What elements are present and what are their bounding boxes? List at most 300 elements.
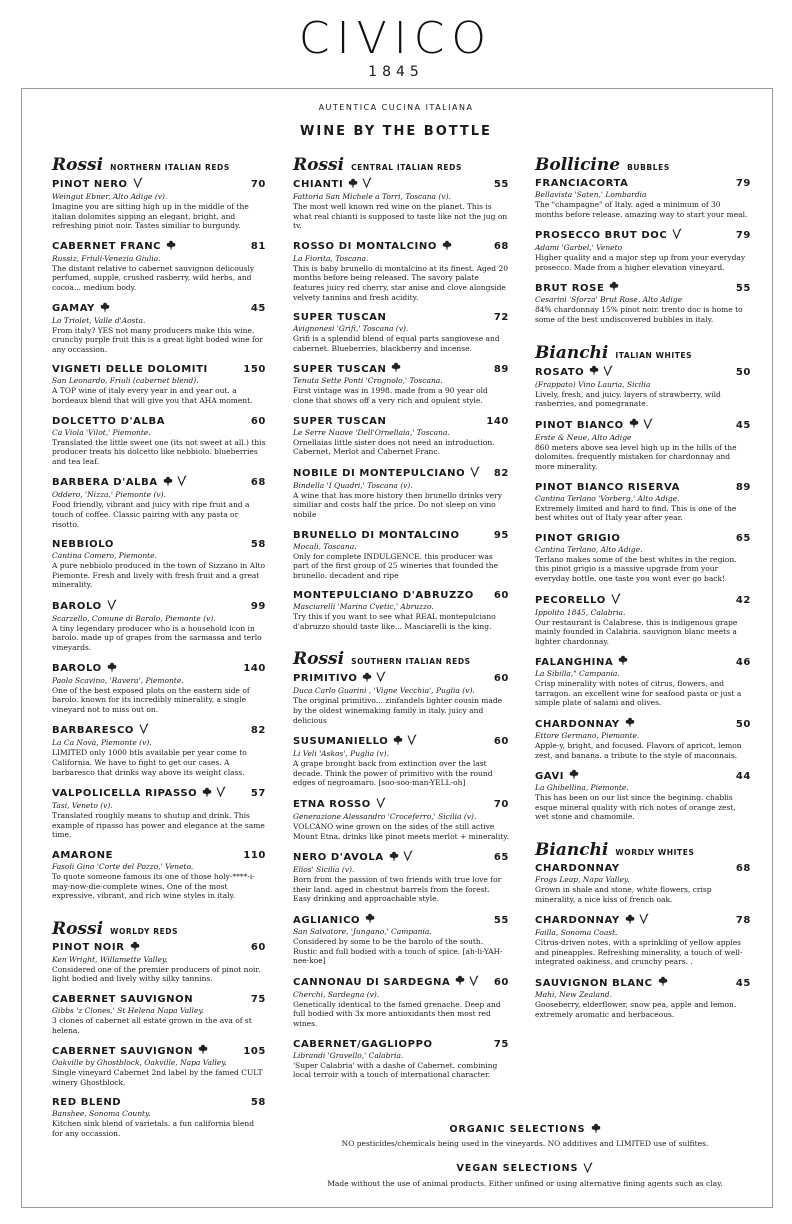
wine-name: ETNA ROSSO <box>293 799 371 811</box>
section-heading <box>52 155 266 177</box>
vegan-legend <box>290 1156 760 1188</box>
wine-price: 55 <box>493 914 509 926</box>
wine-item <box>293 240 509 302</box>
vegan-icon <box>177 475 191 490</box>
wine-item <box>52 993 266 1035</box>
wine-badges <box>107 662 121 676</box>
vegan-legend-text: Made without the use of animal products. Either unfined or using alternative fining agents such as clay. <box>327 1178 723 1188</box>
wine-price: 42 <box>735 594 751 606</box>
wine-price: 82 <box>250 725 266 737</box>
wine-price: 82 <box>493 467 509 479</box>
wine-name: PINOT NERO <box>52 179 128 190</box>
wine-producer: Generazione Alessandro 'Croceferro,' Sicilia (v). <box>293 812 477 822</box>
wine-price: 150 <box>243 364 266 376</box>
wine-name: CHARDONNAY <box>535 915 620 927</box>
wine-badges <box>611 593 625 608</box>
wine-name: DOLCETTO D'ALBA <box>52 415 166 427</box>
wine-producer: Ken Wright, Willamette Valley. <box>52 954 168 964</box>
wine-item <box>52 177 266 231</box>
section-subtitle: CENTRAL ITALIAN REDS <box>351 163 462 172</box>
organic-icon <box>107 662 121 676</box>
wine-item <box>52 363 266 405</box>
wine-producer: Banshee, Sonoma County. <box>52 1109 151 1119</box>
wine-item <box>293 177 509 231</box>
organic-icon <box>202 787 216 801</box>
wine-name: GAVI <box>535 770 565 782</box>
wine-badges <box>470 466 484 481</box>
organic-legend-text: NO pesticides/chemicals being used in the vineyards. NO additives and LIMITED use of sulfites. <box>341 1139 709 1148</box>
vegan-icon <box>139 723 153 738</box>
wine-producer: Ippolito 1845, Calabria. <box>535 607 626 617</box>
wine-section <box>52 919 266 1139</box>
wine-price: 89 <box>493 363 509 375</box>
wine-producer: San Salvatore, 'Jungano,' Campania. <box>293 927 432 936</box>
wine-item <box>52 723 266 777</box>
wine-item <box>293 671 509 725</box>
wine-name: BRUNELLO DI MONTALCINO <box>293 529 460 541</box>
wine-badges <box>391 362 405 376</box>
wine-item <box>535 593 751 647</box>
wine-description: Apple-y, bright, and focused. Flavors of apricot, lemon zest, and banana. a tribute to the style of maconnais. <box>535 741 742 760</box>
wine-description: Terlano makes some of the best whites in the region. this pinot grigio is a massive upgrade from your everyday bottle. one taste you wont ever go back! <box>535 554 737 583</box>
wine-price: 65 <box>735 532 751 544</box>
wine-price: 72 <box>493 312 509 324</box>
wine-name: AMARONE <box>52 850 114 861</box>
wine-section <box>52 155 266 901</box>
wine-producer: Li Veli 'Askos', Puglia (v). <box>293 749 389 759</box>
organic-icon <box>609 281 623 295</box>
section-subtitle: ITALIAN WHITES <box>615 350 693 360</box>
wine-producer: Oakville by Ghostblock, Oakville, Napa Valley. <box>52 1058 227 1068</box>
vegan-icon <box>133 177 147 192</box>
wine-item <box>535 177 751 219</box>
wine-producer: Cantina Comero, Piemonte. <box>52 551 157 561</box>
wine-price: 60 <box>250 942 266 954</box>
wine-description: Extremely limited and hard to find. This is one of the best whites out of Italy year after year. <box>535 503 737 523</box>
wine-item <box>293 415 509 457</box>
wine-producer: Russiz, Friuli-Venezia Giulia. <box>52 253 161 263</box>
wine-item <box>535 769 751 822</box>
wine-name: GAMAY <box>52 303 95 315</box>
wine-name: SUPER TUSCAN <box>293 415 387 427</box>
wine-badges <box>202 786 230 801</box>
wine-producer: Gibbs 'z Clones,' St Helena Napa Valley. <box>52 1005 205 1015</box>
wine-badges <box>625 913 653 928</box>
wine-item <box>52 415 266 467</box>
wine-name: CHARDONNAY <box>535 863 620 875</box>
wine-description: Grifi is a splendid blend of equal parts sangiovese and cabernet. Blueberries, blackberry and incense. <box>293 334 500 353</box>
wine-name: SUPER TUSCAN <box>293 363 387 375</box>
vegan-legend-title: VEGAN SELECTIONS <box>456 1163 579 1174</box>
organic-icon <box>163 476 177 490</box>
wine-producer: Elios' Sicilia (v). <box>293 865 355 875</box>
wine-price: 99 <box>250 600 266 612</box>
wine-item <box>293 850 509 904</box>
wine-producer: Paolo Scavino, 'Ravera', Piemonte. <box>52 675 184 685</box>
organic-icon <box>348 178 362 192</box>
wine-price: 46 <box>735 656 751 668</box>
section-script-title: Bollicine <box>535 155 621 175</box>
wine-description: A tiny legendary producer who is a household icon in barolo. made up of grapes from the sarmassa and terlo vineyards. <box>52 623 262 653</box>
section-subtitle: SOUTHERN ITALIAN REDS <box>351 657 471 667</box>
wine-price: 65 <box>493 852 509 864</box>
wine-description: LIMITED only 1000 btls available per year come to California. We have to fight to get our cases. A barbaresco that drinks way above its weight class. <box>52 748 247 777</box>
wine-item <box>535 655 751 708</box>
wine-badges <box>376 797 390 812</box>
wine-description: VOLCANO wine grown on the sides of the still active Mount Etna. drinks like pinot meets merlot + minerality. <box>293 822 509 841</box>
section-heading <box>52 919 266 941</box>
wine-price: 89 <box>735 481 751 493</box>
wine-description: This has been on our list since the begining. chablis esque mineral quality with rich notes of orange zest, wet stone and chamomile. <box>535 793 736 822</box>
wine-name: PRIMITIVO <box>293 673 358 685</box>
wine-item <box>293 362 509 405</box>
wine-section <box>293 155 509 631</box>
wine-name: CABERNET SAUVIGNON <box>52 993 194 1005</box>
wine-item <box>52 538 266 590</box>
wine-producer: Cantina Terlano 'Vorberg,' Alto Adige. <box>535 493 680 503</box>
wine-producer: Mahi, New Zealand. <box>535 990 612 999</box>
menu-column-left <box>52 155 266 1153</box>
wine-price: 140 <box>243 663 266 675</box>
vegan-icon <box>362 177 376 192</box>
wine-name: BARBERA D'ALBA <box>52 477 158 489</box>
wine-name: CHIANTI <box>293 179 344 190</box>
wine-name: ROSSO DI MONTALCINO <box>293 241 437 253</box>
wine-item <box>52 662 266 715</box>
wine-name: SAUVIGNON BLANC <box>535 977 653 989</box>
wine-item <box>52 240 266 293</box>
wine-name: BARBARESCO <box>52 725 134 737</box>
vegan-icon <box>578 1162 593 1176</box>
section-subtitle: WORDLY WHITES <box>615 848 695 858</box>
section-script-title: Rossi <box>52 918 104 939</box>
section-heading <box>535 155 751 177</box>
organic-icon <box>589 365 603 379</box>
wine-producer: Fattoria San Michele a Torri, Toscana (v). <box>293 192 451 201</box>
wine-name: CABERNET FRANC <box>52 241 162 253</box>
wine-name: PINOT GRIGIO <box>535 532 621 544</box>
wine-description: The "champagne" of Italy. aged a minimum of 30 months before release. amazing way to start your meal. <box>535 200 748 219</box>
wine-description: Only for complete INDULGENCE. this producer was part of the first group of 25 wineries that founded the brunello. decadent and ripe <box>293 551 499 580</box>
organic-legend-title: ORGANIC SELECTIONS <box>449 1124 586 1135</box>
wine-description: Considered by some to be the barolo of the south. Rustic and full bodied with a touch of spice. [ah-li-YAH-nee-koe] <box>293 937 503 966</box>
vegan-icon <box>376 671 390 686</box>
wine-producer: Cesarini 'Sforza' Brut Rose, Alto Adige <box>535 295 683 305</box>
wine-price: 105 <box>243 1045 266 1057</box>
wine-producer: Ca Viola 'Vilot,' Piemonte. <box>52 427 151 437</box>
wine-description: From italy? YES not many producers make this wine. crunchy purple fruit this is a great light boded wine for any occassion. <box>52 325 263 354</box>
vegan-icon <box>216 786 230 801</box>
wine-description: Food friendly, vibrant and juicy with ripe fruit and a touch of coffee. Classic pairing with any pasta or risotto. <box>52 500 250 529</box>
wine-description: Translated roughly means to shutup and drink. This example of ripasso has power and elegance at the same time. <box>52 811 265 840</box>
wine-producer: (Frappato) Vino Lauria, Sicilia <box>535 379 651 389</box>
wine-name: ROSATO <box>535 366 585 378</box>
organic-icon <box>389 851 403 865</box>
wine-item <box>52 1096 266 1138</box>
wine-description: 860 meters above sea level high up in the hills of the dolomites. frequently mistaken for chardonnay and more minerality. <box>535 442 737 471</box>
wine-producer: Duca Carlo Guarini , 'Vigne Vecchia', Puglia (v). <box>293 686 475 696</box>
wine-item <box>293 734 509 788</box>
wine-name: SUPER TUSCAN <box>293 312 387 324</box>
wine-badges <box>658 976 672 990</box>
wine-description: The original primitivo... zinfandels lighter cousin made by the oldest winemaking family in italy. juicy and delicious <box>293 696 503 725</box>
wine-item <box>52 849 266 901</box>
wine-description: Crisp minerality with notes of citrus, flowers, and tarragon. an excellent wine for seafood pasta or just a simple plate of salami and olives. <box>535 679 742 708</box>
wine-price: 45 <box>735 419 751 431</box>
wine-price: 50 <box>735 718 751 730</box>
wine-badges <box>133 177 147 192</box>
wine-producer: Failla, Sonoma Coast. <box>535 928 618 938</box>
vegan-icon <box>376 797 390 812</box>
wine-name: PINOT BIANCO RISERVA <box>535 481 680 493</box>
wine-description: 'Super Calabria' with a dashe of Cabernet. combining local terroir with a touch of international character. <box>293 1060 498 1080</box>
wine-price: 60 <box>493 736 509 748</box>
section-script-title: Rossi <box>293 155 345 175</box>
wine-description: Higher quality and a major step up from your everyday prosecco. Made from a higher elevation vineyard. <box>535 253 746 272</box>
wine-badges <box>389 850 417 865</box>
wine-price: 75 <box>250 993 266 1005</box>
wine-producer: Lo Triolet, Valle d'Aosta. <box>52 315 146 325</box>
wine-badges <box>107 599 121 614</box>
wine-item <box>535 717 751 760</box>
wine-producer: La Fiorita, Toscana. <box>293 253 369 263</box>
wine-item <box>52 302 266 355</box>
wine-price: 45 <box>735 977 751 989</box>
vegan-icon <box>470 466 484 481</box>
wine-description: First vintage was in 1998. made from a 90 year old clone that shows off a very rich and opulent style. <box>293 386 488 405</box>
wine-name: PINOT BIANCO <box>535 419 624 431</box>
wine-price: 44 <box>735 770 751 782</box>
wine-description: Considered one of the premier producers of pinot noir. light bodied and lively withy silky tannins. <box>52 964 261 984</box>
wine-name: PROSECCO BRUT DOC <box>535 230 668 242</box>
wine-price: 50 <box>735 366 751 378</box>
wine-name: CANNONAU DI SARDEGNA <box>293 976 451 988</box>
section-subtitle: WORLDY REDS <box>110 926 179 936</box>
page-title: WINE BY THE BOTTLE <box>300 124 492 139</box>
wine-producer: La Ca Novà, Piemonte (v). <box>52 738 152 748</box>
organic-icon <box>130 941 144 955</box>
wine-producer: Adami 'Garbel,' Veneto <box>535 243 623 253</box>
organic-legend <box>290 1117 760 1148</box>
wine-price: 55 <box>493 179 509 190</box>
wine-producer: La Ghibellina, Piemonte. <box>535 783 629 793</box>
wine-price: 79 <box>735 178 751 189</box>
wine-price: 60 <box>493 976 509 988</box>
wine-producer: Oddero, 'Nizza,' Piemonte (v). <box>52 490 166 500</box>
wine-badges <box>442 240 456 254</box>
menu-column-right <box>535 155 751 1033</box>
wine-badges <box>100 302 114 316</box>
wine-price: 55 <box>735 282 751 294</box>
wine-badges <box>362 671 390 686</box>
vegan-icon <box>407 734 421 749</box>
wine-name: CABERNET SAUVIGNON <box>52 1045 194 1057</box>
wine-item <box>52 1044 266 1087</box>
wine-description: The most well known red wine on the planet. This is what real chianti is supposed to taste like not the jug on tv. <box>293 202 508 231</box>
section-heading <box>535 840 751 862</box>
wine-description: Our restaurant is Calabrese. this is indigenous grape mainly founded in Calabria. sauvignon blanc meets a lighter chardonnay. <box>535 617 738 646</box>
organic-icon <box>198 1044 212 1058</box>
wine-name: RED BLEND <box>52 1097 122 1109</box>
wine-description: To quote someone famous its one of those holy-****-i-may-now-die-complete wines. One of the most expressive, vibrant, and rich wine styles in italy. <box>52 872 255 901</box>
wine-name: BRUT ROSE <box>535 282 605 294</box>
wine-price: 58 <box>250 1097 266 1109</box>
wine-producer: Ettore Germano, Piemonte. <box>535 731 640 741</box>
wine-name: MONTEPULCIANO D'ABRUZZO <box>293 590 474 602</box>
section-script-title: Bianchi <box>535 342 609 363</box>
wine-description: Genetically identical to the famed grenache. Deep and full bodied with 3x more antioxidants then most red wines. <box>293 999 501 1028</box>
wine-producer: Avignonesi 'Grifi,' Toscana (v). <box>293 324 409 334</box>
wine-badges <box>348 177 376 192</box>
wine-price: 60 <box>250 415 266 427</box>
menu-column-middle <box>293 155 509 1094</box>
section-heading <box>535 343 751 365</box>
section-script-title: Rossi <box>293 649 345 670</box>
wine-price: 57 <box>250 788 266 800</box>
wine-price: 81 <box>250 241 266 253</box>
wine-producer: Scarzello, Comune di Barolo, Piemonte (v). <box>52 613 216 623</box>
wine-section <box>293 649 509 1079</box>
wine-section <box>535 840 751 1019</box>
tagline: AUTENTICA CUCINA ITALIANA <box>313 103 480 112</box>
wine-price: 60 <box>493 673 509 685</box>
vegan-icon <box>639 913 653 928</box>
wine-price: 70 <box>250 179 266 190</box>
wine-producer: Tasi, Veneto (v). <box>52 801 113 811</box>
wine-producer: Frogs Leap, Napa Valley. <box>535 875 630 885</box>
wine-item <box>535 481 751 523</box>
wine-producer: Tenuta Sette Ponti 'Crognolo,' Toscana. <box>293 376 443 386</box>
wine-name: CHARDONNAY <box>535 718 620 730</box>
wine-name: FRANCIACORTA <box>535 178 629 189</box>
organic-icon <box>625 914 639 928</box>
wine-name: AGLIANICO <box>293 914 361 926</box>
wine-badges <box>166 240 180 254</box>
organic-icon <box>100 302 114 316</box>
wine-description: Translated the little sweet one (its not sweet at all.) this producer treats his dolcetto like nebbiolo. blueberries and tea leaf. <box>52 437 266 466</box>
wine-price: 45 <box>250 303 266 315</box>
wine-price: 110 <box>243 850 266 861</box>
wine-name: VALPOLICELLA RIPASSO <box>52 788 198 800</box>
wine-producer: Le Serre Nuove 'Dell'Ornellaia,' Toscana. <box>293 427 450 437</box>
organic-icon <box>629 418 643 432</box>
wine-badges <box>393 734 421 749</box>
wine-description: Ornellaias little sister does not need an introduction. Cabernet, Merlot and Cabernet Franc. <box>293 437 495 457</box>
wine-name: NERO D'AVOLA <box>293 852 384 864</box>
wine-producer: Erste & Neue, Alto Adige <box>535 432 632 442</box>
wine-item <box>293 797 509 841</box>
wine-price: 68 <box>493 241 509 253</box>
organic-icon <box>618 655 632 669</box>
wine-item <box>293 466 509 520</box>
wine-name: FALANGHINA <box>535 656 614 668</box>
wine-price: 140 <box>486 415 509 427</box>
vegan-icon <box>469 975 483 990</box>
wine-badges <box>130 941 144 955</box>
organic-icon <box>442 240 456 254</box>
wine-name: SUSUMANIELLO <box>293 736 389 748</box>
wine-producer: Cantina Terlano, Alto Adige. <box>535 544 643 554</box>
wine-description: Born from the passion of two friends with true love for their land. aged in chestnut barrels from the forest. Easy drinking and approachable style. <box>293 875 502 904</box>
organic-icon <box>586 1123 601 1136</box>
organic-icon <box>362 672 376 686</box>
wine-item <box>293 913 509 966</box>
organic-icon <box>391 362 405 376</box>
wine-name: CABERNET/GAGLIOPPO <box>293 1038 433 1050</box>
wine-description: A grape brought back from extinction over the last decade. Think the power of primitivo with the round edges of negroamaro. [soo-soo-man-YELL-oh] <box>293 759 493 788</box>
wine-badges <box>672 228 686 243</box>
wine-price: 60 <box>493 590 509 602</box>
vegan-icon <box>403 850 417 865</box>
wine-price: 70 <box>493 799 509 811</box>
wine-name: PECORELLO <box>535 594 606 606</box>
vegan-icon <box>107 599 121 614</box>
wine-item <box>535 862 751 904</box>
wine-item <box>52 599 266 653</box>
wine-item <box>535 281 751 324</box>
wine-producer: Fasoli Gino 'Corte del Pozzo,' Veneto. <box>52 862 194 871</box>
wine-item <box>535 228 751 272</box>
wine-badges <box>455 975 483 990</box>
wine-producer: Weingut Ebner, Alto Adige (v). <box>52 192 168 201</box>
wine-item <box>293 589 509 631</box>
wine-description: Citrus-driven notes, with a sprinkling of yellow apples and pineapples. Refreshing minerality, a touch of well-integrated oakiness, and crunchy pears. . <box>535 938 743 967</box>
wine-name: NEBBIOLO <box>52 539 114 551</box>
wine-item <box>52 786 266 840</box>
wine-item <box>535 418 751 472</box>
wine-section <box>535 343 751 822</box>
wine-badges <box>198 1044 212 1058</box>
wine-description: This is baby brunello di montalcino at its finest. Aged 20 months before being released. The savory palate features juicy red cherry, star anise and clove alongside velvety tannins and fresh acidity. <box>293 263 509 302</box>
wine-price: 79 <box>735 230 751 242</box>
wine-name: VIGNETI DELLE DOLOMITI <box>52 364 208 376</box>
wine-description: Grown in shale and stone, white flowers, crisp minerality, a nice kiss of french oak. <box>535 885 712 904</box>
section-heading <box>293 155 509 177</box>
header <box>0 13 792 80</box>
wine-producer: Cherchi, Sardegna (v). <box>293 989 380 999</box>
restaurant-logo: CIVICO <box>298 13 494 64</box>
wine-description: One of the best exposed plots on the eastern side of barolo. known for its incredibly minerality, a single vineyard not to miss out on. <box>52 685 250 714</box>
wine-producer: Masciarelli 'Marina Cvetic,' Abruzzo. <box>293 602 434 612</box>
wine-description: Single vineyard Cabernet 2nd label by the famed CULT winery Ghostblock. <box>52 1068 263 1087</box>
wine-price: 95 <box>493 529 509 541</box>
section-script-title: Bianchi <box>535 840 609 861</box>
wine-badges <box>569 769 583 783</box>
section-script-title: Rossi <box>52 155 104 175</box>
section-heading <box>293 649 509 671</box>
wine-badges <box>139 723 153 738</box>
established-year: 1845 <box>368 64 424 80</box>
wine-description: The distant relative to cabernet sauvignon delicously perfumed, supple, crushed rasberry, wild herbs, and cocoa... medium body. <box>52 263 255 292</box>
wine-description: Try this if you want to see what REAL montepulciano d'abruzzo should taste like... Masciarelli is the king. <box>293 612 496 631</box>
wine-description: A wine that has more history then brunello drinks very similiar and costs half the price. Do not sleep on vino nobile <box>293 490 502 519</box>
wine-name: PINOT NOIR <box>52 942 125 954</box>
wine-badges <box>589 365 617 380</box>
wine-badges <box>609 281 623 295</box>
wine-producer: La Sibilla," Campania. <box>535 669 620 679</box>
wine-badges <box>629 418 657 433</box>
section-subtitle: BUBBLES <box>627 163 670 172</box>
wine-badges <box>365 913 379 927</box>
organic-icon <box>625 717 639 731</box>
wine-price: 78 <box>735 915 751 927</box>
wine-price: 68 <box>250 477 266 489</box>
wine-badges <box>625 717 639 731</box>
wine-item <box>535 913 751 967</box>
wine-description: A pure nebbiolo produced in the town of Sizzano in Alto Piemonte. Fresh and lively with fresh fruit and a great minerality. <box>52 561 265 590</box>
wine-item <box>52 475 266 529</box>
organic-icon <box>658 976 672 990</box>
